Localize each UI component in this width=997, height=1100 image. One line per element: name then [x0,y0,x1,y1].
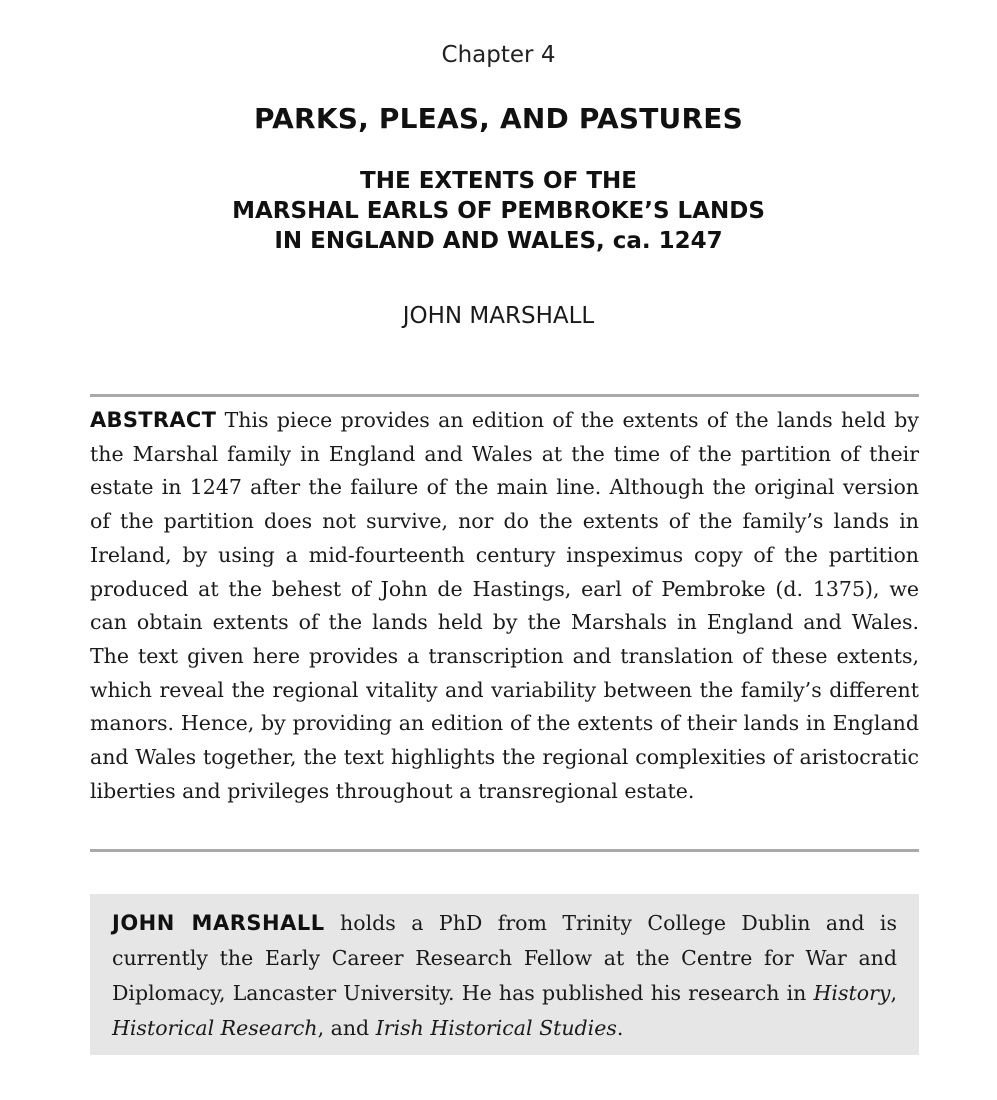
bio-journal: Irish Historical Studies [375,1016,617,1040]
chapter-label: Chapter 4 [441,42,556,68]
chapter-title: PARKS, PLEAS, AND PASTURES [254,102,743,135]
subtitle-line: THE EXTENTS OF THE [360,168,637,194]
chapter-subtitle [0,166,997,256]
author-name: JOHN MARSHALL [402,303,595,329]
bio-separator: , [890,981,897,1005]
bio-journal: Historical Research [112,1016,318,1040]
abstract-label: ABSTRACT [90,408,217,432]
abstract-paragraph [90,404,919,808]
bio-separator: , and [317,1016,376,1040]
author-bio-paragraph [112,906,897,1046]
abstract-bottom-rule [90,849,919,852]
bio-author-name: JOHN MARSHALL [112,911,325,935]
bio-text: holds a PhD from Trinity College Dublin and is currently the Early Career Research Fellow at the Centre for War and Diplomacy, Lancaster University. He has published his research in [112,911,897,1005]
bio-end: . [616,1016,624,1040]
subtitle-line: IN ENGLAND AND WALES, ca. 1247 [274,228,723,254]
abstract-top-rule [90,394,919,397]
author-bio-box [90,894,919,1055]
bio-journal: History [813,981,891,1005]
abstract-text: This piece provides an edition of the extents of the lands held by the Marshal family in England and Wales at the time of the partition of their estate in 1247 after the failure of the main line. Although the original version of the partition does not survive, nor do the extents of the family’s lands in Ireland, by using a mid-fourteenth century inspeximus copy of the partition produced at the behest of John de Hastings, earl of Pembroke (d. 1375), we can obtain extents of the lands held by the Marshals in England and Wales. The text given here provides a transcription and translation of these extents, which reveal the regional vitality and variability between the family’s different manors. Hence, by providing an edition of the extents of their lands in England and Wales together, the text highlights the regional complexities of aristocratic liberties and privileges throughout a transregional estate. [90,408,919,803]
subtitle-line: MARSHAL EARLS OF PEMBROKE’S LANDS [232,198,765,224]
